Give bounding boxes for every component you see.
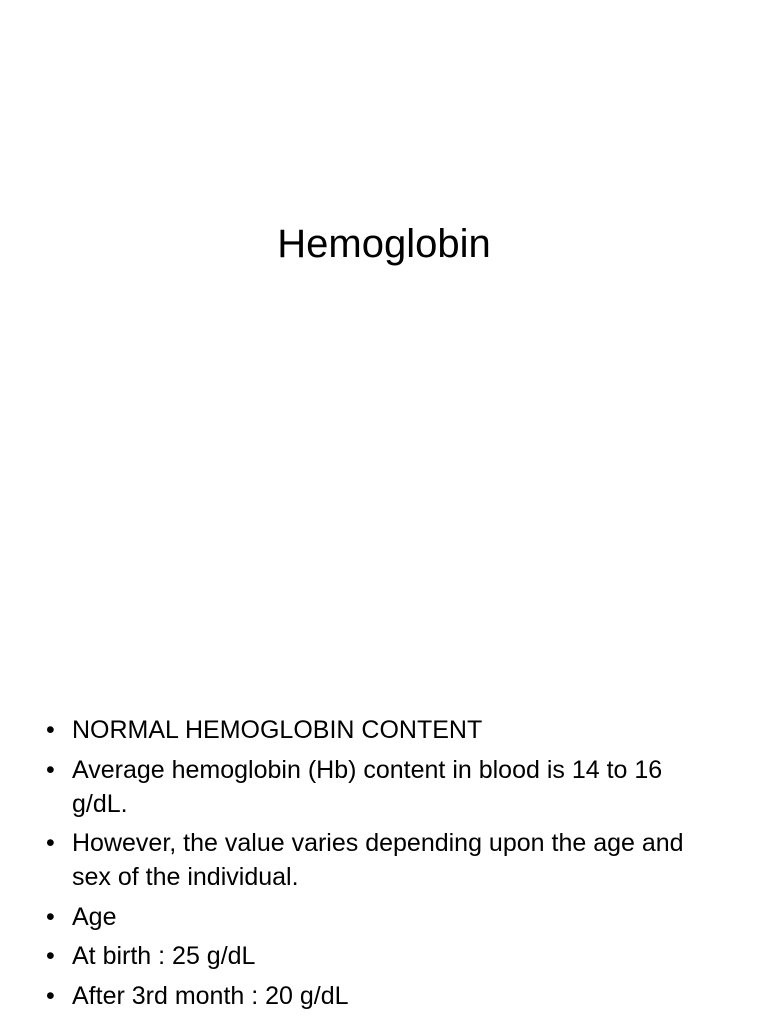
bullet-item <box>40 753 720 821</box>
bullet-item <box>40 713 720 747</box>
slide-title: Hemoglobin <box>277 222 491 266</box>
bullet-dot-icon: • <box>46 902 55 931</box>
bullet-item <box>40 826 720 894</box>
bullet-dot-icon: • <box>46 716 55 744</box>
bullet-item <box>40 979 720 1013</box>
bullet-item <box>40 939 720 973</box>
bullet-text: After 3rd month : 20 g/dL <box>72 981 349 1010</box>
bullet-text: However, the value varies depending upon the age and sex of the individual. <box>72 829 684 891</box>
bullet-dot-icon: • <box>46 942 55 970</box>
bullet-text: Average hemoglobin (Hb) content in blood is 14 to 16 g/dL. <box>72 755 663 818</box>
bullet-text: NORMAL HEMOGLOBIN CONTENT <box>72 716 483 744</box>
bullet-dot-icon: • <box>46 981 55 1010</box>
bullet-dot-icon: • <box>46 829 55 857</box>
bullet-text: At birth : 25 g/dL <box>72 942 256 970</box>
bullet-item <box>40 900 720 934</box>
bullet-list <box>40 713 720 1018</box>
bullet-text: Age <box>72 902 117 931</box>
bullet-dot-icon: • <box>46 755 55 784</box>
